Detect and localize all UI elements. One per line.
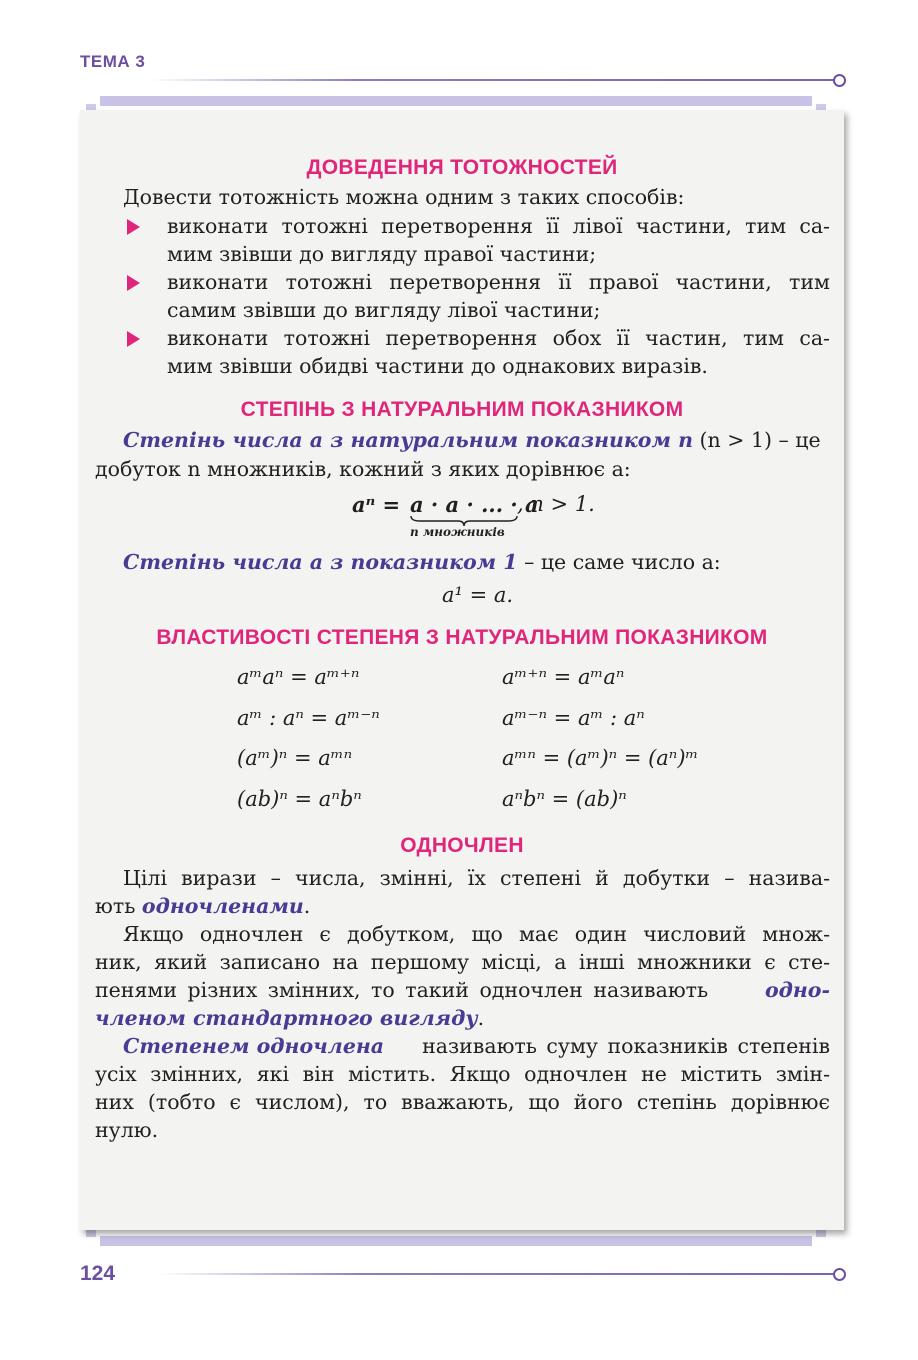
section-title-properties: ВЛАСТИВОСТІ СТЕПЕНЯ З НАТУРАЛЬНИМ ПОКАЗНИКОМ <box>156 626 768 649</box>
monomial-term: одночленами <box>141 894 304 918</box>
power-formula-lhs: aⁿ = <box>352 492 401 517</box>
identities-item-2-line1: виконати тотожні перетворення її правої частини, тим <box>167 270 830 294</box>
power-one-formula: a¹ = a. <box>442 583 514 607</box>
monomial-p3-line3: них (тобто є числом), то вважають, що його степінь дорівнює <box>95 1090 830 1114</box>
power-formula-underlabel: n множників <box>410 525 505 539</box>
monomial-p2-line4 <box>95 1004 484 1032</box>
identities-item-2-line2: самим звівши до вигляду лівої частини; <box>167 298 601 322</box>
monomial-p1-text: ють <box>95 894 136 918</box>
property-left-3: (aᵐ)ⁿ = aᵐⁿ <box>237 746 353 770</box>
monomial-p3-line1 <box>123 1032 830 1060</box>
identities-item-1-line1: виконати тотожні перетворення її лівої частини, тим са- <box>167 214 830 238</box>
power-definition-line1 <box>123 426 821 454</box>
standard-form-term-start: одно- <box>764 978 830 1002</box>
monomial-p2-line2: ник, який записано на першому місці, а інші множники є сте- <box>95 950 830 974</box>
monomial-p2-line3-text: пенями різних змінних, то такий одночлен називають <box>95 978 709 1002</box>
power-definition-line2: добуток n множників, кожний з яких дорівнює a: <box>95 457 631 481</box>
identities-intro: Довести тотожність можна одним з таких способів: <box>123 185 685 209</box>
monomial-p3-line4: нулю. <box>95 1118 159 1142</box>
monomial-p2-line1: Якщо одночлен є добутком, що має один числовий множ- <box>123 922 830 946</box>
bullet-icon <box>127 331 140 347</box>
property-right-3: aᵐⁿ = (aᵐ)ⁿ = (aⁿ)ᵐ <box>502 746 699 770</box>
topic-label: ТЕМА 3 <box>80 52 146 71</box>
power-formula-product: a · a · ... · a <box>410 492 539 517</box>
property-left-1: aᵐaⁿ = aᵐ⁺ⁿ <box>237 665 360 689</box>
footer-rule-dot <box>833 1268 846 1281</box>
power-one-definition <box>123 548 721 576</box>
section-title-power: СТЕПІНЬ З НАТУРАЛЬНИМ ПОКАЗНИКОМ <box>240 398 684 421</box>
section-title-identities: ДОВЕДЕННЯ ТОТОЖНОСТЕЙ <box>306 156 618 179</box>
bullet-icon <box>127 219 140 235</box>
content-card <box>80 110 844 1230</box>
header-rule <box>150 79 834 81</box>
power-definition-condition: (n > 1) – це <box>699 428 821 452</box>
monomial-p1-line1: Цілі вирази – числа, змінні, їх степені й добутки – назива- <box>123 866 830 890</box>
power-formula-tail: , n > 1. <box>517 492 595 516</box>
header-rule-dot <box>833 74 846 87</box>
monomial-p1-period: . <box>303 894 311 918</box>
property-left-4: (ab)ⁿ = aⁿbⁿ <box>237 787 362 811</box>
power-one-term: Степінь числа a з показником 1 <box>123 550 518 574</box>
identities-item-3-line1: виконати тотожні перетворення обох її частин, тим са- <box>167 326 830 350</box>
property-right-2: aᵐ⁻ⁿ = aᵐ : aⁿ <box>502 706 645 730</box>
monomial-p2-period: . <box>477 1006 485 1030</box>
monomial-degree-term: Степенем одночлена <box>123 1034 385 1058</box>
bullet-icon <box>127 275 140 291</box>
monomial-p2-line3 <box>95 976 830 1004</box>
property-right-1: aᵐ⁺ⁿ = aᵐaⁿ <box>502 665 625 689</box>
top-band <box>100 96 812 106</box>
section-title-monomial: ОДНОЧЛЕН <box>400 834 524 857</box>
monomial-p3-line1-rest: називають суму показників степенів <box>422 1034 830 1058</box>
identities-item-1-line2: мим звівши до вигляду правої частини; <box>167 242 597 266</box>
monomial-p1-line2 <box>95 892 310 920</box>
property-left-2: aᵐ : aⁿ = aᵐ⁻ⁿ <box>237 706 380 730</box>
footer-rule <box>160 1273 834 1275</box>
power-one-rest: – це саме число a: <box>524 550 721 574</box>
page-number: 124 <box>80 1262 116 1285</box>
monomial-p3-line2: усіх змінних, які він містить. Якщо одночлен не містить змін- <box>95 1062 830 1086</box>
property-right-4: aⁿbⁿ = (ab)ⁿ <box>502 787 627 811</box>
identities-item-3-line2: мим звівши обидві частини до однакових виразів. <box>167 354 708 378</box>
power-definition-term: Степінь числа a з натуральним показником n <box>123 428 693 452</box>
bottom-band <box>100 1236 812 1246</box>
standard-form-term-end: членом стандартного вигляду <box>95 1006 478 1030</box>
